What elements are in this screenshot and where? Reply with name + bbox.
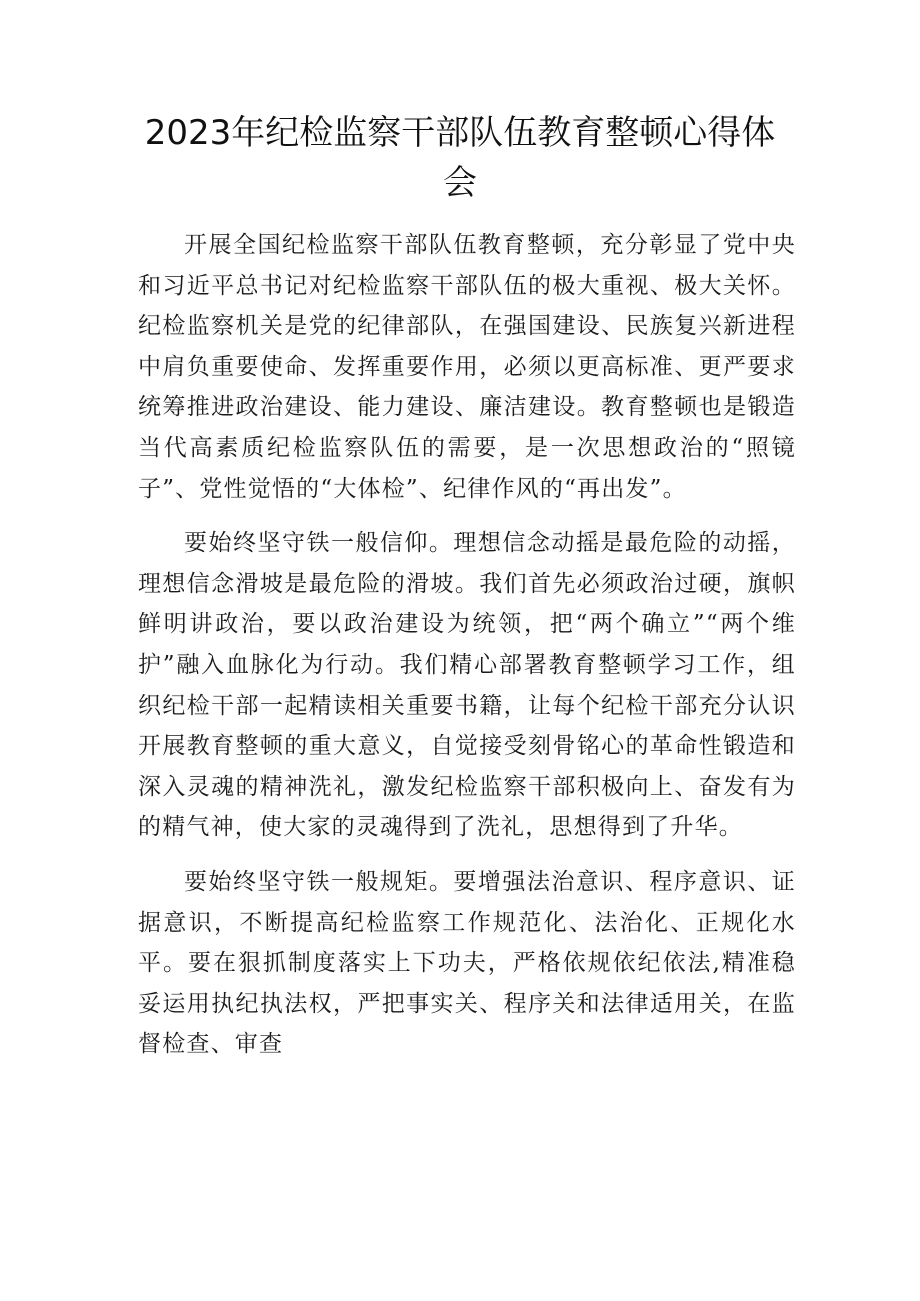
paragraph-3: 要始终坚守铁一般规矩。要增强法治意识、程序意识、证据意识，不断提高纪检监察工作规范化、法治化、正规化水平。要在狠抓制度落实上下功夫，严格依规依纪依法,精准稳妥运用执纪执法权，严把事实关、程序关和法律适用关，在监督检查、审查 <box>138 868 796 1058</box>
paragraph-2: 要始终坚守铁一般信仰。理想信念动摇是最危险的动摇，理想信念滑坡是最危险的滑坡。我们首先必须政治过硬，旗帜鲜明讲政治，要以政治建设为统领，把“两个确立”“两个维护”融入血脉化为行动。我们精心部署教育整顿学习工作，组织纪检干部一起精读相关重要书籍，让每个纪检干部充分认识开展教育整顿的重大意义，自觉接受刻骨铭心的革命性锻造和深入灵魂的精神洗礼，激发纪检监察干部积极向上、奋发有为的精气神，使大家的灵魂得到了洗礼，思想得到了升华。 <box>138 530 796 841</box>
paragraph-1: 开展全国纪检监察干部队伍教育整顿，充分彰显了党中央和习近平总书记对纪检监察干部队伍的极大重视、极大关怀。纪检监察机关是党的纪律部队，在强国建设、民族复兴新进程中肩负重要使命、发挥重要作用，必须以更高标准、更严要求统筹推进政治建设、能力建设、廉洁建设。教育整顿也是锻造当代高素质纪检监察队伍的需要，是一次思想政治的“照镜子”、党性觉悟的“大体检”、纪律作风的“再出发”。 <box>138 232 796 502</box>
document-title: 2023年纪检监察干部队伍教育整顿心得体会 <box>144 113 776 203</box>
document-body <box>138 225 796 1079</box>
